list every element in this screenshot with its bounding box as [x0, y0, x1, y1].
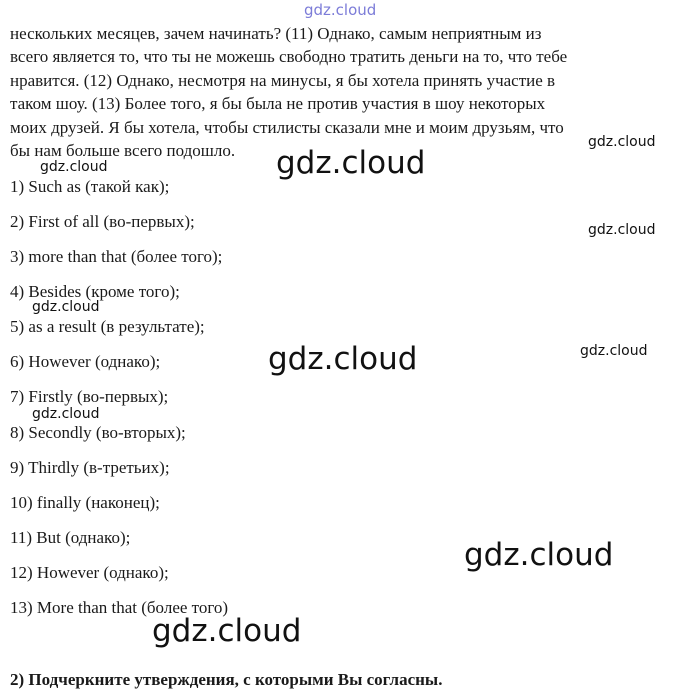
- list-item: 12) However (однако);: [10, 563, 169, 582]
- list-item: 8) Secondly (во-вторых);: [10, 423, 186, 442]
- list-item: 5) as a result (в результате);: [10, 317, 205, 336]
- paragraph-line: всего является то, что ты не можешь свободно тратить деньги на то, что тебе: [10, 47, 568, 67]
- list-item: 10) finally (наконец);: [10, 493, 160, 512]
- list-item: 7) Firstly (во-первых);: [10, 387, 169, 406]
- paragraph-line: нравится. (12) Однако, несмотря на минусы, я бы хотела принять участие в: [10, 70, 556, 90]
- watermark-large: gdz.cloud: [152, 613, 302, 649]
- watermark-small: gdz.cloud: [588, 134, 656, 150]
- top-watermark: gdz.cloud: [304, 1, 377, 19]
- list-item: 3) more than that (более того);: [10, 247, 223, 266]
- watermark-small: gdz.cloud: [32, 299, 100, 315]
- task-heading: 2) Подчеркните утверждения, с которыми Вы согласны.: [10, 670, 443, 689]
- essay-paragraph: [10, 22, 670, 162]
- watermark-small: gdz.cloud: [40, 159, 108, 175]
- list-item: 1) Such as (такой как);: [10, 177, 170, 196]
- list-item: 6) However (однако);: [10, 352, 161, 371]
- watermark-large: gdz.cloud: [464, 537, 614, 573]
- paragraph-line: бы нам больше всего подошло.: [10, 141, 236, 161]
- watermark-large: gdz.cloud: [268, 341, 418, 377]
- list-item: 11) But (однако);: [10, 528, 131, 547]
- watermark-small: gdz.cloud: [580, 343, 648, 359]
- list-item: 4) Besides (кроме того);: [10, 282, 180, 301]
- watermark-small: gdz.cloud: [32, 406, 100, 422]
- paragraph-line: моих друзей. Я бы хотела, чтобы стилисты сказали мне и моим друзьям, что: [10, 117, 564, 137]
- watermark-small: gdz.cloud: [588, 222, 656, 238]
- watermark-large: gdz.cloud: [276, 145, 426, 181]
- list-item: 2) First of all (во-первых);: [10, 212, 195, 231]
- paragraph-line: нескольких месяцев, зачем начинать? (11) Однако, самым неприятным из: [10, 24, 542, 43]
- list-item: 13) More than that (более того): [10, 598, 229, 617]
- paragraph-line: таком шоу. (13) Более того, я бы была не против участия в шоу некоторых: [10, 94, 546, 114]
- list-item: 9) Thirdly (в-третьих);: [10, 458, 170, 477]
